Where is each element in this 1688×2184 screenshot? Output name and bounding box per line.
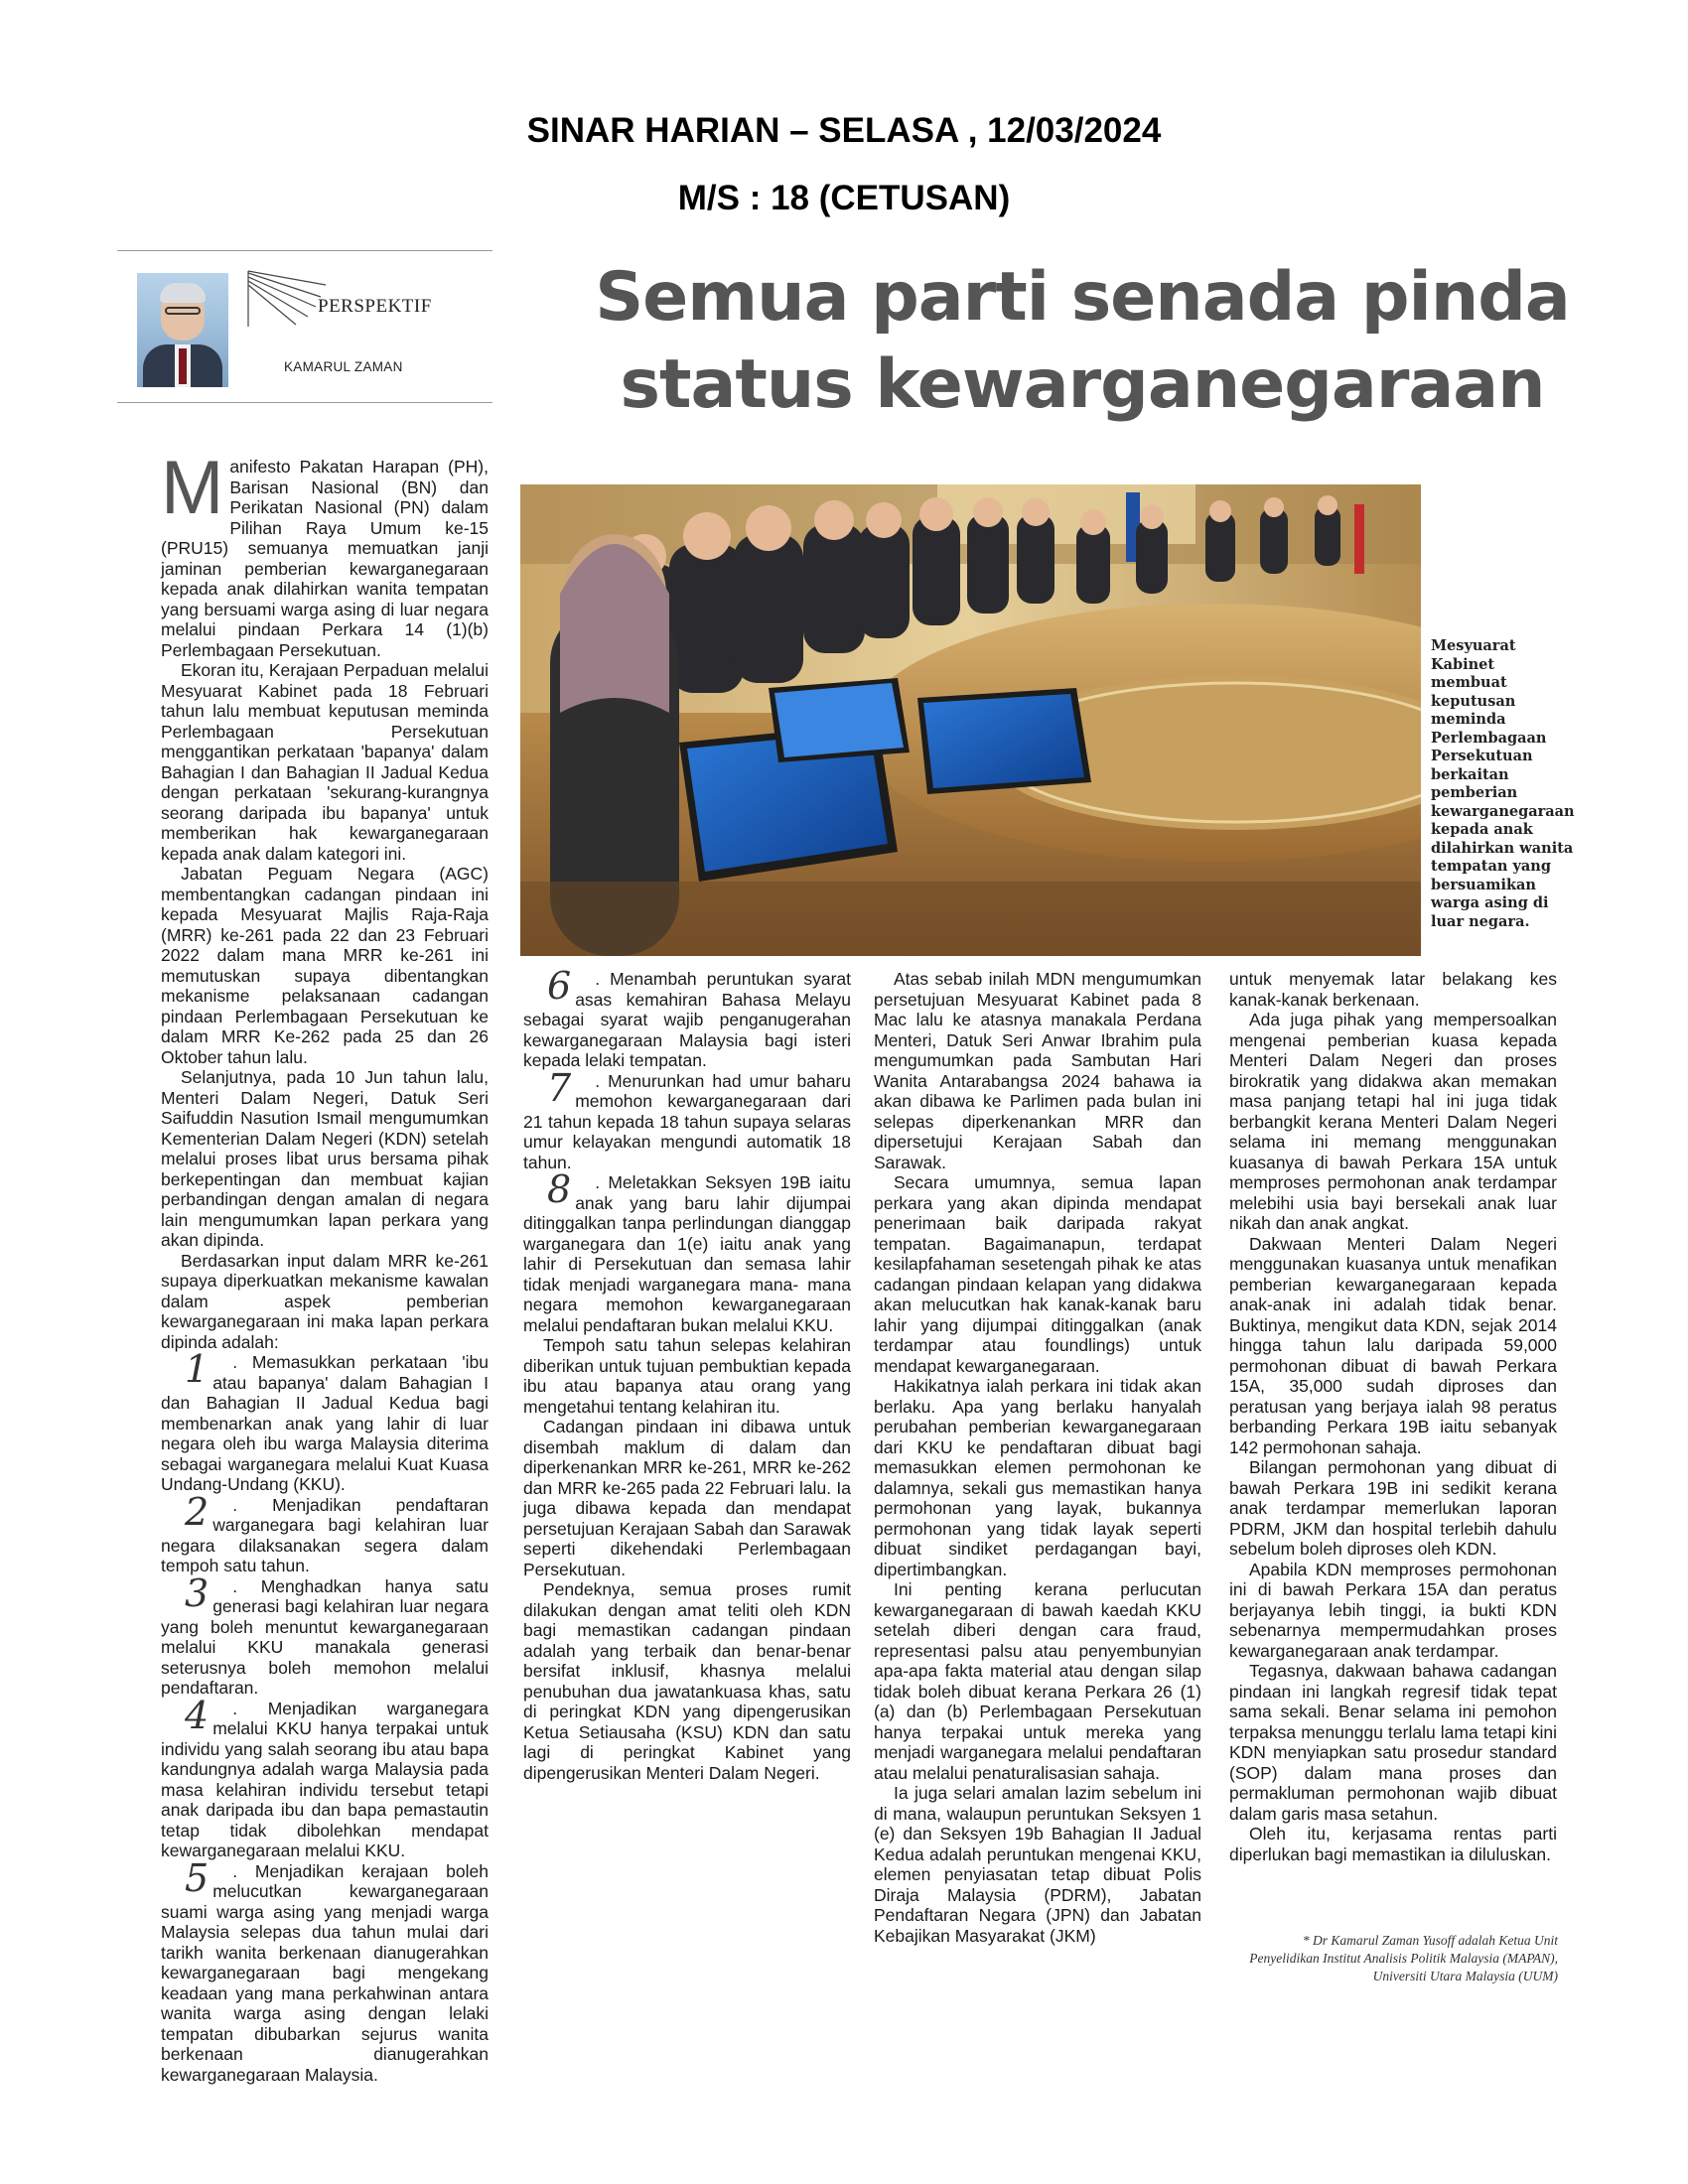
byline-box bbox=[117, 250, 492, 403]
article-paragraph: Tegasnya, dakwaan bahawa cadangan pindaan ini langkah regresif tidak tepat sama sekali. Benar selama ini pemohon terpaksa menunggu terlalu lama tetapi kini KDN menyiapkan satu prosedur standard (SOP) dalam mana proses dan permakluman permohonan wajib dibuat dalam garis masa setahun. bbox=[1229, 1661, 1557, 1824]
article-paragraph: Pendeknya, semua proses rumit dilakukan dengan amat teliti oleh KDN bagi memastikan cadangan pindaan adalah yang terbaik dan benar-benar bersifat inklusif, khasnya melalui penubuhan dua jawatankuasa khas, satu di peringkat KDN yang dipengerusikan Ketua Setiausaha (KSU) KDN dan satu lagi di peringkat Kabinet yang dipengerusikan Menteri Dalam Negeri. bbox=[523, 1579, 851, 1783]
article-paragraph: Ia juga selari amalan lazim sebelum ini di mana, walaupun peruntukan Seksyen 1 (e) dan Seksyen 19b Bahagian II Jadual Kedua adalah peruntukan mengenai KKU, elemen penyiasatan tetap dibuat Polis Diraja Malaysia (PDRM), Jabatan Pendaftaran Negara (JPN) dan Jabatan Kebajikan Masyarakat (JKM) bbox=[874, 1783, 1201, 1946]
article-column-1 bbox=[161, 446, 489, 2085]
article-paragraph: Oleh itu, kerjasama rentas parti diperlukan bagi memastikan ia diluluskan. bbox=[1229, 1824, 1557, 1864]
numbered-item: 5 . Menjadikan kerajaan boleh melucutkan kewarganegaraan suami warga asing yang menjadi warga Malaysia selepas dua tahun mulai dari tarikh wanita berkenaan dianugerahkan kewarganegaraan bagi mengekang keadaan yang mana perkahwinan antara wanita warga asing dengan lelaki tempatan dibubarkan sejurus wanita berkenaan dianugerahkan kewarganegaraan Malaysia. bbox=[161, 1855, 489, 2085]
article-paragraph: untuk menyemak latar belakang kes kanak-kanak berkenaan. bbox=[1229, 969, 1557, 1010]
source-publication-line: SINAR HARIAN – SELASA , 12/03/2024 bbox=[526, 111, 1162, 150]
numbered-item: 8 . Meletakkan Seksyen 19B iaitu anak yang baru lahir dijumpai ditinggalkan tanpa perlindungan dianggap warganegara dan 1(e) iaitu anak yang lahir di Persekutuan dan semasa lahir tidak menjadi warganegara mana- mana negara memohon kewarganegaraan melalui pendaftaran bukan melalui KKU. bbox=[523, 1167, 851, 1335]
author-photo bbox=[137, 273, 228, 387]
article-paragraph: anifesto Pakatan Harapan (PH), Barisan Nasional (BN) dan Perikatan Nasional (PN) dalam Pilihan Raya Umum ke-15 (PRU15) semuanya memuatkan janji jaminan pemberian kewarganegaraan kepada anak dilahirkan wanita tempatan yang bersuami warga asing di luar negara melalui pindaan Perkara 14 (1)(b) Perlembagaan Persekutuan. bbox=[161, 457, 489, 660]
numbered-item: 2 . Menjadikan pendaftaran warganegara bagi kelahiran luar negara dilaksanakan segera dalam tempoh satu tahun. bbox=[161, 1489, 489, 1575]
numbered-item: 6 . Menambah peruntukan syarat asas kemahiran Bahasa Melayu sebagai syarat wajib penganugerahan kewarganegaraan Malaysia bagi isteri kepada lelaki tempatan. bbox=[523, 964, 851, 1070]
article-column-4 bbox=[1229, 969, 1557, 1864]
cabinet-meeting-photo bbox=[520, 484, 1421, 956]
article-column-2 bbox=[523, 964, 851, 1783]
article-paragraph: Bilangan permohonan yang dibuat di bawah Perkara 19B ini sedikit kerana anak terdampar memerlukan laporan PDRM, JKM dan hospital terlebih dahulu sebelum boleh diproses oleh KDN. bbox=[1229, 1457, 1557, 1559]
headline bbox=[516, 254, 1648, 429]
article-paragraph: Ekoran itu, Kerajaan Perpaduan melalui Mesyuarat Kabinet pada 18 Februari tahun lalu membuat keputusan meminda Perlembagaan Persekutuan menggantikan perkataan 'bapanya' dalam Bahagian I dan Bahagian II Jadual Kedua dengan perkataan 'sekurang-kurangnya seorang daripada ibu bapanya' untuk memberikan hak kewarganegaraan kepada anak dalam kategori ini. bbox=[161, 660, 489, 864]
article-paragraph: Ini penting kerana perlucutan kewarganegaraan di bawah kaedah KKU setelah diberi dengan cara fraud, representasi palsu atau penyembunyian apa-apa fakta material atau dengan silap tidak boleh dibuat kerana Perkara 26 (1)(a) dan (b) Perlembagaan Persekutuan hanya terpakai untuk mereka yang menjadi warganegara melalui pendaftaran atau melalui penaturalisasian sahaja. bbox=[874, 1579, 1201, 1783]
headline-line-1: Semua parti senada pinda bbox=[595, 258, 1570, 337]
article-paragraph: Apabila KDN memproses permohonan ini di bawah Perkara 15A dan peratus berjayanya lebih tinggi, ia bukti KDN sebenarnya mempermudahkan proses kewarganegaraan anak terdampar. bbox=[1229, 1559, 1557, 1661]
article-paragraph: Selanjutnya, pada 10 Jun tahun lalu, Menteri Dalam Negeri, Datuk Seri Saifuddin Nasution Ismail mengumumkan Kementerian Dalam Negeri (KDN) setelah melalui proses libat urus bersama pihak berkepentingan dan membuat kajian perbandingan dengan amalan di negara lain mengumumkan lapan perkara yang akan dipinda. bbox=[161, 1067, 489, 1250]
article-paragraph: Ada juga pihak yang mempersoalkan mengenai pemberian kuasa kepada Menteri Dalam Negeri dan proses birokratik yang didakwa akan memakan masa panjang tetapi hal ini juga tidak berbangkit kerana Menteri Dalam Negeri selama ini memang menggunakan kuasanya di bawah Perkara 15A untuk memproses permohonan anak terdampar melebihi usia bayi bersekali anak luar nikah dan anak angkat. bbox=[1229, 1010, 1557, 1233]
article-paragraph: Hakikatnya ialah perkara ini tidak akan berlaku. Apa yang berlaku hanyalah perubahan pemberian kewarganegaraan dari KKU ke pendaftaran dibuat bagi memasukkan elemen permohonan ke dalamnya, sekali gus memastikan hanya permohonan yang layak, bukannya permohonan yang tidak layak seperti dibuat sindiket perdagangan bayi, dipertimbangkan. bbox=[874, 1376, 1201, 1579]
section-label: PERSPEKTIF bbox=[318, 296, 432, 317]
author-name: KAMARUL ZAMAN bbox=[284, 359, 403, 374]
article-paragraph: Tempoh satu tahun selepas kelahiran diberikan untuk tujuan pembuktian kepada ibu atau bapanya atau orang yang mengetahui tentang kelahiran itu. bbox=[523, 1335, 851, 1417]
article-paragraph: Atas sebab inilah MDN mengumumkan persetujuan Mesyuarat Kabinet pada 8 Mac lalu ke atasnya manakala Perdana Menteri, Datuk Seri Anwar Ibrahim pula mengumumkan pada Sambutan Hari Wanita Antarabangsa 2024 bahawa ia akan dibawa ke Parlimen pada bulan ini selepas diperkenankan MRR dan dipersetujui Kerajaan Sabah dan Sarawak. bbox=[874, 969, 1201, 1172]
article-paragraph: Cadangan pindaan ini dibawa untuk disembah maklum di dalam dan diperkenankan MRR ke-261, MRR ke-262 dan MRR ke-265 pada 22 Februari lalu. Ia juga dibawa kepada dan mendapat persetujuan Kerajaan Sabah dan Sarawak seperti dikehendaki Perlembagaan Persekutuan. bbox=[523, 1417, 851, 1579]
article-paragraph: Secara umumnya, semua lapan perkara yang akan dipinda mendapat penerimaan baik daripada rakyat tempatan. Bagaimanapun, terdapat kesilapfahaman sesetengah pihak ke atas cadangan pindaan kelapan yang didakwa akan melucutkan hak kanak-kanak baru lahir yang dijumpai ditinggalkan (anak terdampar atau foundlings) untuk mendapat kewarganegaraan. bbox=[874, 1172, 1201, 1376]
article-column-3 bbox=[874, 969, 1201, 1946]
numbered-item: 1 . Memasukkan perkataan 'ibu atau bapanya' dalam Bahagian I dan Bahagian II Jadual Kedua bagi membenarkan anak yang lahir di luar negara oleh ibu warga Malaysia diterima sebagai warganegara melalui Kuat Kuasa Undang-Undang (KKU). bbox=[161, 1347, 489, 1494]
photo-caption: Mesyuarat Kabinet membuat keputusan meminda Perlembagaan Persekutuan berkaitan pemberian kewarganegaraan kepada anak dilahirkan wanita tempatan yang bersuamikan warga asing di luar negara. bbox=[1431, 637, 1575, 930]
article-paragraph: Berdasarkan input dalam MRR ke-261 supaya diperkuatkan mekanisme kawalan dalam aspek pemberian kewarganegaraan ini maka lapan perkara dipinda adalah: bbox=[161, 1250, 489, 1352]
drop-cap: M bbox=[161, 446, 224, 530]
author-footnote: * Dr Kamarul Zaman Yusoff adalah Ketua Unit Penyelidikan Institut Analisis Politik Malaysia (MAPAN), Universiti Utara Malaysia (UUM) bbox=[1249, 1933, 1558, 1983]
bottom-rule bbox=[117, 402, 492, 403]
headline-line-2: status kewarganegaraan bbox=[620, 345, 1545, 424]
numbered-item: 3 . Menghadkan hanya satu generasi bagi kelahiran luar negara yang boleh menuntut kewarganegaraan melalui KKU manakala generasi seterusnya boleh memohon melalui pendaftaran. bbox=[161, 1570, 489, 1698]
numbered-item: 7 . Menurunkan had umur baharu memohon kewarganegaraan dari 21 tahun kepada 18 tahun supaya selaras umur kelayakan mengundi automatik 18 tahun. bbox=[523, 1065, 851, 1172]
article-paragraph: Jabatan Peguam Negara (AGC) membentangkan cadangan pindaan ini kepada Mesyuarat Majlis Raja-Raja (MRR) ke-261 pada 22 dan 23 Februari 2022 dalam mana MRR ke-261 ini memutuskan supaya dibentangkan mekanisme pelaksanaan cadangan pindaan Perlembagaan Persekutuan ke dalam MRR Ke-262 pada 25 dan 26 Oktober tahun lalu. bbox=[161, 864, 489, 1067]
source-page-line: M/S : 18 (CETUSAN) bbox=[677, 179, 1011, 217]
article-paragraph: Dakwaan Menteri Dalam Negeri menggunakan kuasanya untuk menafikan pemberian kewarganegaraan kepada anak-anak ini adalah tidak benar. Buktinya, mengikut data KDN, sejak 2014 hingga tahun lalu daripada 59,000 permohonan dibuat di bawah Perkara 15A, 35,000 sudah diproses dan peratusan yang berjaya ialah 98 peratus berbanding Perkara 19B iaitu sebanyak 142 permohonan sahaja. bbox=[1229, 1233, 1557, 1457]
numbered-item: 4 . Menjadikan warganegara melalui KKU hanya terpakai untuk individu yang salah seorang ibu atau bapa kandungnya adalah warga Malaysia pada masa kelahiran individu tersebut tetapi anak daripada ibu dan bapa pemastautin tetap tidak dibolehkan mendapat kewarganegaraan melalui KKU. bbox=[161, 1693, 489, 1860]
